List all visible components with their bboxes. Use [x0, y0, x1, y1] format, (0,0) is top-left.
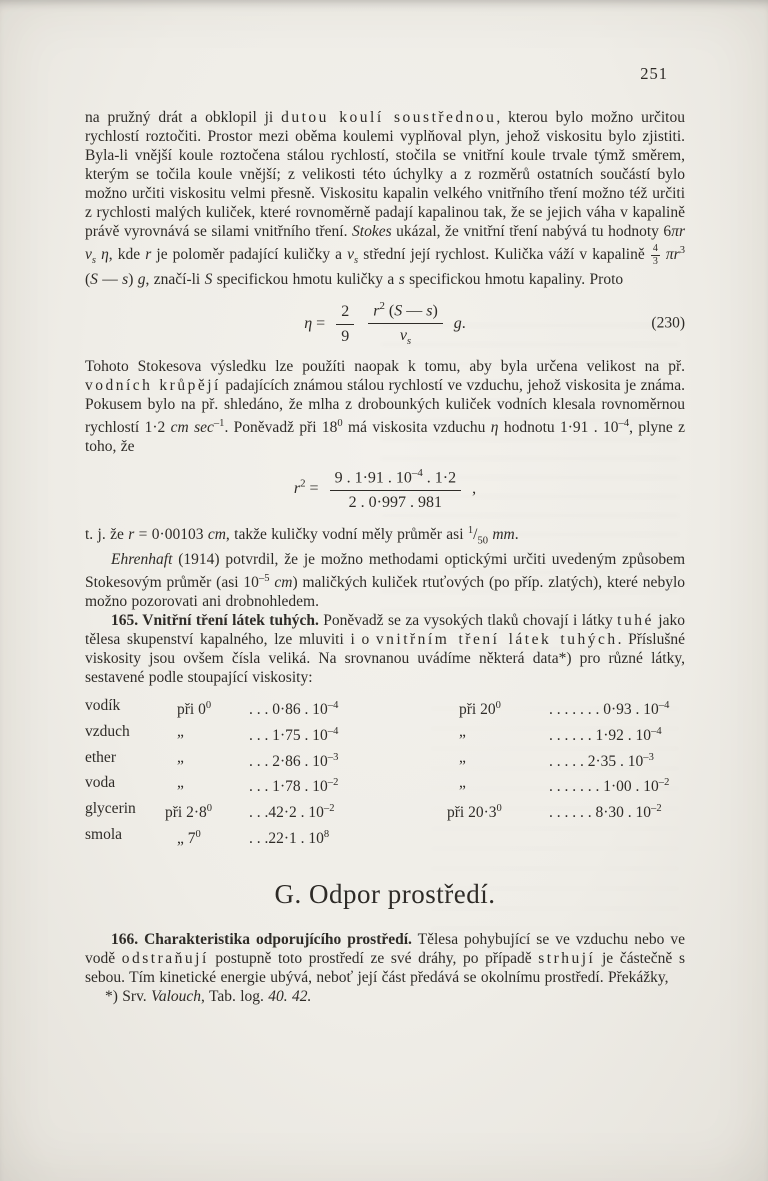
condition-right: „: [459, 774, 466, 792]
table-row: [85, 695, 685, 721]
table-row: [85, 772, 685, 798]
value-left: . . . 1·75 . $10^{-4}$: [249, 725, 339, 745]
condition-left: „ $7^0$: [177, 828, 201, 847]
condition-left: „: [177, 774, 184, 792]
page-number: 251: [640, 64, 668, 83]
value-right: . . . . . . . 1·00 . $10^{-2}$: [549, 777, 670, 796]
table-row: [85, 824, 685, 850]
viscosity-table: [85, 695, 685, 849]
paragraph-droplet-radius-result: t. j. že r = 0·00103 cm, takže kuličky vodní měly průměr asi $^1/_{50}$ mm.: [85, 524, 519, 547]
substance-name: smola: [85, 825, 123, 843]
value-left: . . .42·2 . $10^{-2}$: [249, 802, 335, 822]
substance-name: ether: [85, 748, 116, 766]
value-right: [549, 824, 685, 850]
value-right: . . . . . . 8·30 . $10^{-2}$: [549, 802, 662, 822]
value-right: . . . . . . . 0·93 . $10^{-4}$: [549, 700, 670, 719]
paragraph-rotating-sphere-viscometer: na pružný drát a obklopil ji dutou koulí soustřednou, kterou bylo možno určitou rychlostí roztočiti. Prostor mezi oběma koulemi vyplňoval plyn, jehož viskositu bylo zjistiti. Byla-li vnější koule roztočena stálou rychlostí, stočila se vnitřní koule trvale týmž směrem, kterým se točila koule vnější; z velikosti této úchylky a z rozměrů ostatních součástí bylo možno určiti viskositu velmi přesně. Viskositu kapalin velkého vnitřního tření možno též určiti z rychlosti malých kuliček, které rovnoměrně padají kapalinou tak, že se jejich váha v kapalině právě vyrovnává se silami vnitřního tření. Stokes ukázal, že vnitřní tření nabývá tu hodnoty 6πr $v_s$ η, kde r je poloměr padající kuličky a $v_s$ střední její rychlost. Kulička váží v kapalině $\frac{4}{3}$ $\pi r^3$ (S — s) g, značí-li S specifickou hmotu kuličky a s specifickou hmotu kapaliny. Proto: [85, 109, 685, 289]
value-left: . . . 0·86 . $10^{-4}$: [249, 700, 339, 719]
condition-right: při $20^0$: [459, 700, 501, 719]
substance-name: vzduch: [85, 722, 130, 740]
section-166-paragraph: 166. Charakteristika odporujícího prostředí. Tělesa pohybující se ve vzduchu nebo ve vodě odstraňují postupně toto prostředí ze své dráhy, po případě strhují je částečně s sebou. Tím kinetické energie ubývá, neboť její část předává se okolnímu prostředí. Překážky,: [85, 931, 685, 987]
table-row: [85, 747, 685, 773]
condition-left: při $0^0$: [177, 700, 212, 719]
substance-name: voda: [85, 774, 116, 792]
condition-right: „: [459, 748, 466, 766]
condition-right: [447, 824, 549, 850]
chapter-heading: G. Odpor prostředí.: [274, 879, 496, 910]
value-left: . . . 1·78 . $10^{-2}$: [249, 777, 339, 796]
value-left: . . . 2·86 . $10^{-3}$: [249, 751, 339, 770]
paragraph-stokes-application: Tohoto Stokesova výsledku lze použíti naopak k tomu, aby byla určena velikost na př. vodních krůpějí padajících známou stálou rychlostí ve vzduchu, jehož viskosita je známa. Pokusem bylo na př. shledáno, že mlha z drobounkých kuliček vodních klesala rovnoměrnou rychlostí 1·2 cm $\sec^{-1}$. Poněvadž při $18^0$ má viskosita vzduchu η hodnotu 1·91 . $10^{-4}$, plyne z toho, že: [85, 358, 686, 456]
condition-left: „: [177, 722, 184, 740]
value-right: . . . . . . 1·92 . $10^{-4}$: [549, 725, 662, 745]
equation-230-number: (230): [651, 314, 685, 332]
table-row: [85, 798, 685, 824]
equation-r-squared-formula: $r^2$ = $\frac{9 . 1\cdot 91 . 10^{-4} . 1\cdot 2}{2 . 0\cdot 997 . 981}$ ,: [293, 467, 477, 511]
condition-right: při $20\cdot 3^0$: [447, 802, 502, 822]
value-right: . . . . . 2·35 . $10^{-3}$: [549, 751, 654, 770]
display-equation-r-squared: [85, 467, 685, 512]
display-equation-230: [85, 300, 685, 348]
footnote: *) Srv. Valouch, Tab. log. 40. 42.: [105, 988, 312, 1006]
substance-name: glycerin: [85, 799, 136, 817]
value-left: . . .22·1 . $10^8$: [249, 828, 330, 847]
condition-right: „: [459, 722, 466, 740]
equation-230-formula: η = $\frac{2}{9}$ $\frac{r^2 (S — s)}{v_s}$ g.: [304, 300, 466, 347]
condition-left: při $2\cdot 8^0$: [165, 802, 213, 822]
section-165-paragraph: 165. Vnitřní tření látek tuhých. Poněvadž se za vysokých tlaků chovají i látky tuhé jako tělesa skupenství kapalného, lze mluviti i o vnitřním tření látek tuhých. Příslušné viskosity jsou ovšem čísla veliká. Na srovnanou uvádíme některá data*) pro různé látky, sestavené podle stoupající viskosity:: [85, 612, 685, 687]
table-row: [85, 721, 685, 747]
substance-name: vodík: [85, 697, 121, 715]
condition-left: „: [177, 748, 184, 766]
paragraph-ehrenhaft: Ehrenhaft (1914) potvrdil, že je možno methodami optickými určiti uvedeným způsobem Stokesovým průměr (asi $10^{-5}$ cm) maličkých kuliček rtuťových (po příp. zlatých), které nebylo možno pozorovati ani drobnohledem.: [85, 551, 685, 611]
